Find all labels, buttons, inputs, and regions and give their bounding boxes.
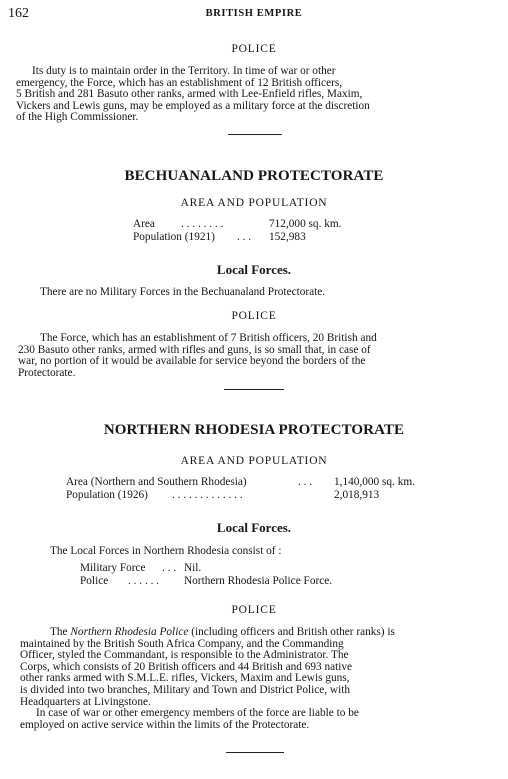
paragraph-line [20,627,496,639]
paragraph-line: 5 British and 281 Basuto other ranks, armed with Lee-Enfield rifles, Maxim, [16,88,363,101]
paragraph-line: other ranks armed with S.M.L.E. rifles, Vickers, Maxim and Lewis guns, [20,672,350,685]
area-label: Area (Northern and Southern Rhodesia) [66,476,247,488]
paragraph-line: emergency, the Force, which has an establishment of 12 British officers, [16,76,343,89]
forces-statement: There are no Military Forces in the Bechuanaland Protectorate. [40,286,326,298]
population-label: Population (1921) [133,231,215,243]
area-value: 1,140,000 sq. km. [334,476,415,488]
leader-dots: . . . [298,476,313,488]
paragraph-line: 230 Basuto other ranks, armed with rifles and guns, is so small that, in case of [18,343,371,356]
area-row [66,476,415,488]
population-value: 152,983 [269,231,306,243]
force-name: Northern Rhodesia Police [70,626,189,638]
leader-dots: . . . [237,231,252,243]
paragraph-line: of the High Commissioner. [16,111,139,124]
police-paragraph [18,333,494,379]
leader-dots: . . . [162,562,177,574]
text-run: (including officers and British other ranks) is [188,626,395,638]
police-paragraph [16,66,494,124]
police-label: Police [80,575,109,587]
population-value: 2,018,913 [334,489,380,501]
paragraph-line: Headquarters at Livingstone. [20,695,151,708]
military-force-row [80,562,201,574]
section-divider [228,134,282,135]
running-header [8,6,500,22]
area-label: Area [133,218,155,230]
police-value: Northern Rhodesia Police Force. [184,575,333,587]
police-heading: POLICE [231,310,277,322]
police-row [80,575,332,587]
area-row [133,218,342,230]
local-forces-heading: Local Forces. [216,262,292,277]
paragraph-line: In case of war or other emergency members of the force are liable to be [36,707,359,720]
section-heading-police: POLICE [231,43,277,55]
police-heading: POLICE [231,604,277,616]
area-population-heading: AREA AND POPULATION [180,197,328,209]
population-label: Population (1926) [66,489,148,501]
text-run: The [50,626,71,638]
paragraph-line: Officer, styled the Commandant, is responsible to the Administrator. The [20,649,349,662]
paragraph-line: is divided into two branches, Military and Town and District Police, with [20,683,351,696]
leader-dots: . . . . . . [128,575,160,587]
population-row [133,231,306,243]
section-divider [226,752,284,753]
police-paragraph [20,627,496,731]
paragraph-line: Corps, which consists of 20 British officers and 44 British and 693 native [20,660,353,673]
paragraph-line: Vickers and Lewis guns, may be employed as a military force at the discretion [16,99,370,112]
paragraph-line: maintained by the British South Africa Company, and the Commanding [20,637,344,650]
page-number: 162 [8,6,29,21]
paragraph-line: Its duty is to maintain order in the Territory. In time of war or other [32,65,336,77]
population-row [66,489,379,501]
protectorate-title: BECHUANALAND PROTECTORATE [124,168,384,184]
leader-dots: . . . . . . . . . . . . . [172,489,243,501]
section-divider [224,389,284,390]
military-force-label: Military Force [80,562,146,574]
running-title: BRITISH EMPIRE [205,8,303,19]
paragraph-line: Protectorate. [18,366,76,379]
paragraph-line: The Force, which has an establishment of 7 British officers, 20 British and [40,332,377,344]
paragraph-line: war, no portion of it would be available for service beyond the borders of the [18,355,366,368]
military-force-value: Nil. [184,562,202,574]
paragraph-line: employed on active service within the limits of the Protectorate. [20,718,310,731]
local-forces-heading: Local Forces. [216,520,292,535]
area-population-heading: AREA AND POPULATION [180,455,328,467]
leader-dots: . . . . . . . . [181,218,224,230]
forces-intro: The Local Forces in Northern Rhodesia consist of : [50,545,282,557]
protectorate-title: NORTHERN RHODESIA PROTECTORATE [103,422,405,438]
area-value: 712,000 sq. km. [269,218,342,230]
